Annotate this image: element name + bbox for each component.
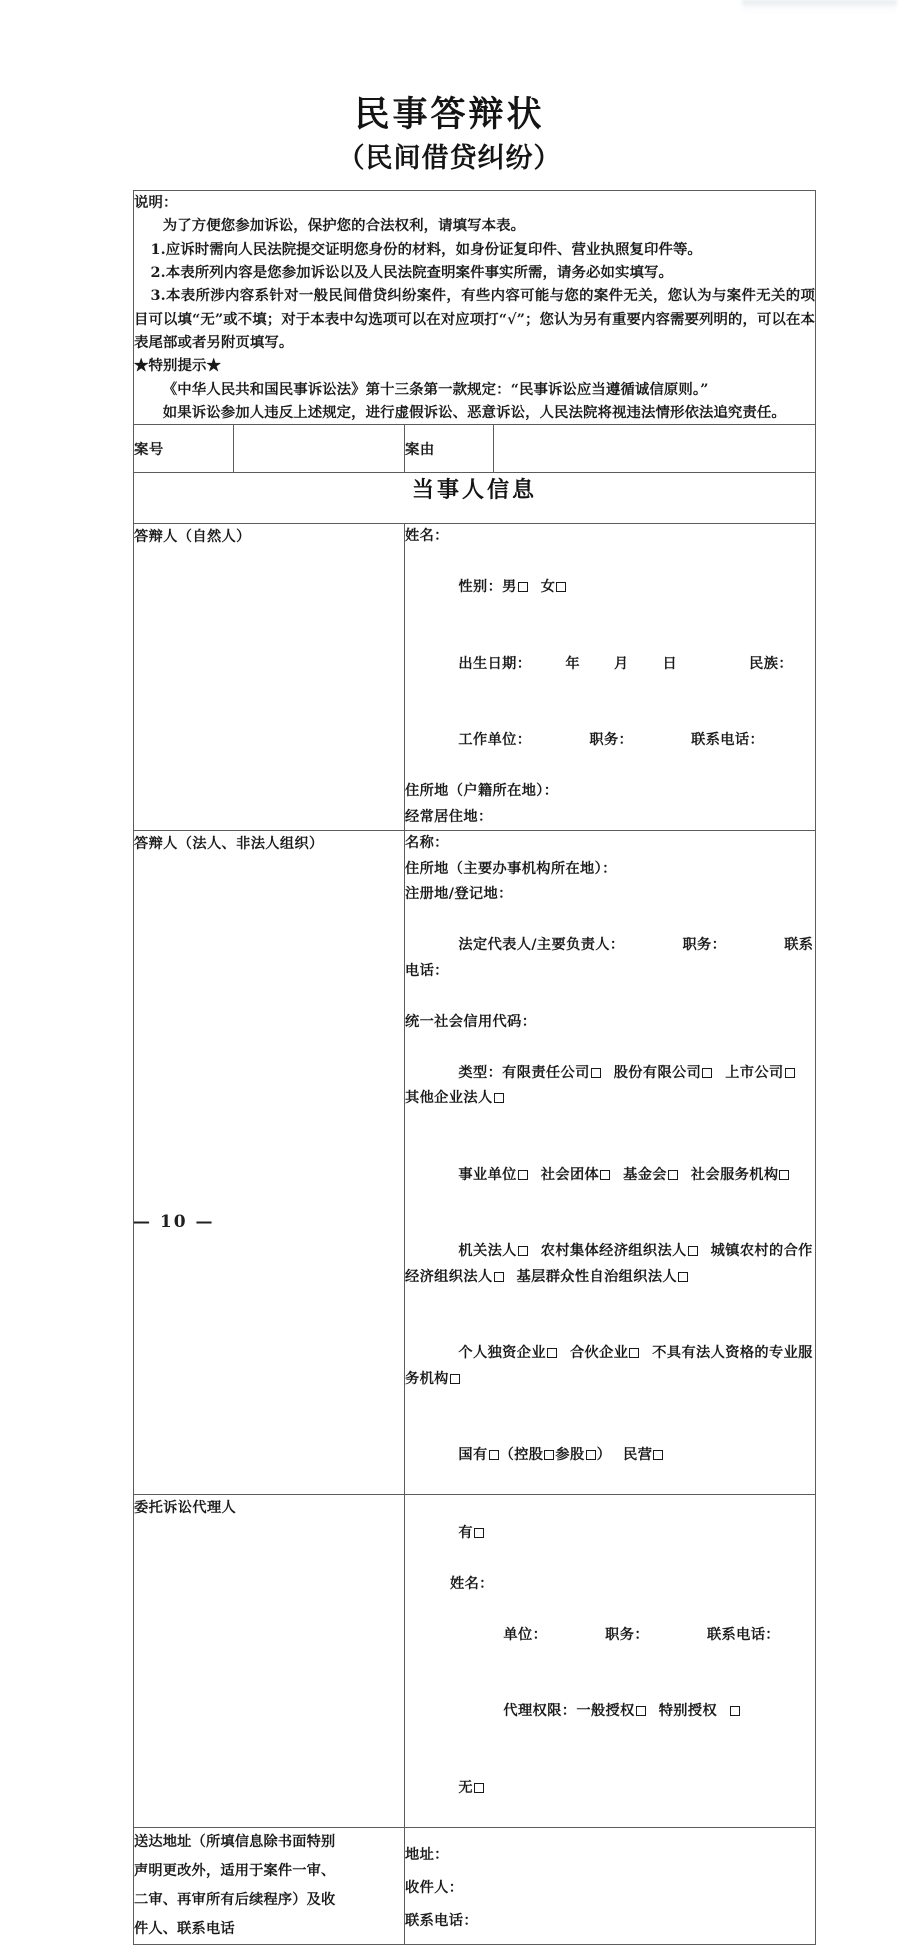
- case-identifier-row: [134, 425, 816, 473]
- field-org-name[interactable]: 名称：: [405, 835, 449, 852]
- agent-row: [134, 1495, 816, 1828]
- field-org-type-line-3[interactable]: [405, 1214, 815, 1316]
- instructions-line-3: 3.本表所涉内容系针对一般民间借贷纠纷案件，有些内容可能与您的案件无关，您认为与案件无关的项目可以填“无”或不填；对于本表中勾选项可以在对应项打“√”；您认为另有重要内容需要列明的，可以在本表尾部或者另附页填写。: [134, 287, 815, 351]
- delivery-label-line-0: 送达地址（所填信息除书面特别: [134, 1833, 336, 1850]
- field-org-type-line-1[interactable]: [405, 1035, 815, 1137]
- delivery-label-line-1: 声明更改外，适用于案件一审、: [134, 1862, 336, 1879]
- cause-label-cell: [405, 425, 494, 473]
- checkbox-foundation[interactable]: [668, 1170, 678, 1180]
- checkbox-private[interactable]: [653, 1450, 663, 1460]
- legal-person-label-cell: [134, 831, 405, 1495]
- legal-person-label: 答辩人（法人、非法人组织）: [134, 836, 324, 853]
- gender-male-label: 男: [502, 579, 517, 596]
- authority-special-label: 特别授权: [658, 1703, 718, 1720]
- agent-label: 委托诉讼代理人: [134, 1500, 237, 1517]
- checkbox-other-enterprise[interactable]: [494, 1093, 504, 1103]
- field-agent-authority[interactable]: [405, 1674, 815, 1751]
- field-org-registration[interactable]: 注册地/登记地：: [405, 886, 513, 903]
- case-number-input[interactable]: [234, 425, 405, 473]
- checkbox-coop-economic[interactable]: [494, 1272, 504, 1282]
- field-delivery-recipient[interactable]: 收件人：: [405, 1879, 464, 1896]
- org-position-label: 职务：: [682, 937, 727, 954]
- checkbox-jsc[interactable]: [702, 1068, 712, 1078]
- delivery-label-line-3: 件人、联系电话: [134, 1920, 235, 1937]
- type-option-partnership: 合伙企业: [569, 1345, 629, 1362]
- checkbox-professional-service[interactable]: [450, 1374, 460, 1384]
- scan-artifact: [742, 0, 897, 12]
- type-option-other-enterprise: 其他企业法人: [405, 1090, 493, 1107]
- agent-has-label: 有: [458, 1524, 473, 1541]
- agent-none-label: 无: [458, 1779, 473, 1796]
- type-option-listed: 上市公司: [725, 1064, 784, 1081]
- position-label: 职务：: [589, 732, 634, 749]
- type-option-grassroots: 基层群众性自治组织法人: [516, 1268, 677, 1285]
- field-domicile[interactable]: 住所地（户籍所在地）：: [405, 783, 559, 800]
- notes-row: [134, 191, 816, 425]
- birth-month-unit: 月: [613, 655, 629, 672]
- cause-input[interactable]: [494, 425, 816, 473]
- gender-label: 性别：: [458, 579, 503, 596]
- case-number-label: 案号: [134, 441, 164, 459]
- agent-unit-label: 单位：: [503, 1626, 548, 1643]
- type-option-foundation: 基金会: [623, 1166, 667, 1183]
- org-type-label: 类型：: [458, 1064, 503, 1081]
- type-option-social-group: 社会团体: [540, 1166, 600, 1183]
- gender-female-label: 女: [540, 579, 556, 596]
- birth-year-unit: 年: [565, 655, 580, 672]
- authority-general-label: 一般授权: [576, 1703, 635, 1720]
- agent-label-cell: [134, 1495, 405, 1828]
- checkbox-shareholding[interactable]: [586, 1450, 596, 1460]
- type-option-institution: 事业单位: [458, 1166, 517, 1183]
- type-option-rural-collective: 农村集体经济组织法人: [540, 1243, 687, 1260]
- field-org-type-line-4[interactable]: [405, 1316, 815, 1418]
- special-notice-heading: ★特别提示★: [134, 357, 221, 375]
- legal-rep-label: 法定代表人/主要负责人：: [458, 937, 625, 954]
- checkbox-rural-collective[interactable]: [688, 1246, 698, 1256]
- checkbox-sole-proprietor[interactable]: [547, 1348, 557, 1358]
- work-unit-label: 工作单位：: [458, 732, 532, 749]
- delivery-label-cell: [134, 1827, 405, 1944]
- checkbox-male[interactable]: [518, 582, 528, 592]
- org-phone-label: 联系电话：: [405, 937, 814, 979]
- field-gender[interactable]: [405, 550, 815, 627]
- instructions-line-6: 如果诉讼参加人违反上述规定，进行虚假诉讼、恶意诉讼，人民法院将视违法情形依法追究责任。: [162, 403, 786, 421]
- checkbox-authority-special[interactable]: [730, 1706, 740, 1716]
- legal-person-row: [134, 831, 816, 1495]
- cause-label: 案由: [405, 441, 435, 459]
- type-option-coop-economic: 城镇农村的合作经济组织法人: [405, 1243, 813, 1285]
- checkbox-female[interactable]: [556, 582, 566, 592]
- checkbox-partnership[interactable]: [629, 1348, 639, 1358]
- field-agent-none[interactable]: [405, 1750, 815, 1827]
- instructions-cell: [134, 191, 816, 425]
- case-number-label-cell: [134, 425, 234, 473]
- type-option-state-owned: 国有: [458, 1447, 488, 1464]
- title-block: [0, 95, 899, 176]
- delivery-address-row: [134, 1827, 816, 1944]
- page-title: 民事答辩状: [354, 94, 545, 135]
- checkbox-llc[interactable]: [591, 1068, 601, 1078]
- field-delivery-phone[interactable]: 联系电话：: [405, 1912, 478, 1929]
- field-credit-code[interactable]: 统一社会信用代码：: [405, 1013, 537, 1030]
- delivery-fields-cell[interactable]: [405, 1827, 816, 1944]
- agent-position-label: 职务：: [605, 1626, 649, 1643]
- field-work-unit[interactable]: [405, 703, 815, 780]
- paren-close: ）: [596, 1447, 612, 1464]
- type-option-sole-proprietor: 个人独资企业: [458, 1345, 546, 1362]
- type-option-social-service: 社会服务机构: [690, 1166, 779, 1183]
- natural-person-label: 答辩人（自然人）: [134, 529, 251, 546]
- type-option-government: 机关法人: [458, 1243, 517, 1260]
- field-org-domicile[interactable]: 住所地（主要办事机构所在地）：: [405, 860, 617, 877]
- instructions-heading: 说明：: [134, 194, 178, 211]
- field-agent-name[interactable]: 姓名：: [450, 1575, 494, 1592]
- checkbox-holding[interactable]: [544, 1450, 554, 1460]
- checkbox-authority-general[interactable]: [636, 1706, 646, 1716]
- type-option-shareholding: 参股: [555, 1447, 585, 1464]
- checkbox-listed[interactable]: [785, 1068, 795, 1078]
- field-delivery-address[interactable]: 地址：: [405, 1846, 449, 1863]
- instructions-line-1: 1.应诉时需向人民法院提交证明您身份的材料，如身份证复印件、营业执照复印件等。: [150, 240, 702, 258]
- type-option-holding: 控股: [514, 1447, 544, 1464]
- party-info-header-cell: [134, 473, 816, 524]
- field-birthdate[interactable]: [405, 626, 815, 703]
- birth-day-unit: 日: [662, 655, 678, 672]
- natural-person-fields-cell[interactable]: [405, 524, 816, 831]
- checkbox-agent-has[interactable]: [474, 1528, 484, 1538]
- type-option-private: 民营: [623, 1447, 653, 1464]
- birthdate-label: 出生日期：: [458, 655, 532, 672]
- field-agent-has[interactable]: [405, 1495, 815, 1572]
- agent-authority-label: 代理权限：: [503, 1703, 577, 1720]
- agent-fields-cell[interactable]: [405, 1495, 816, 1828]
- checkbox-government[interactable]: [518, 1246, 528, 1256]
- paren-open: （: [499, 1447, 515, 1464]
- natural-person-label-cell: [134, 524, 405, 831]
- agent-phone-label: 联系电话：: [706, 1626, 780, 1643]
- type-option-jsc: 股份有限公司: [613, 1064, 702, 1081]
- party-section-header-row: [134, 473, 816, 524]
- delivery-label-line-2: 二审、再审所有后续程序）及收: [134, 1891, 336, 1908]
- field-agent-unit[interactable]: [405, 1597, 815, 1674]
- checkbox-social-service[interactable]: [779, 1170, 789, 1180]
- checkbox-agent-none[interactable]: [474, 1783, 484, 1793]
- type-option-llc: 有限责任公司: [502, 1064, 590, 1081]
- instructions-line-0: 为了方便您参加诉讼，保护您的合法权利，请填写本表。: [162, 217, 526, 235]
- page-number: — 10 —: [133, 1212, 215, 1232]
- checkbox-state-owned[interactable]: [489, 1450, 499, 1460]
- phone-label: 联系电话：: [691, 732, 765, 749]
- natural-person-row: [134, 524, 816, 831]
- field-legal-representative[interactable]: [405, 908, 815, 1010]
- instructions-line-5: 《中华人民共和国民事诉讼法》第十三条第一款规定：“民事诉讼应当遵循诚信原则。”: [162, 380, 709, 398]
- field-org-type-line-5[interactable]: [405, 1418, 815, 1495]
- checkbox-institution[interactable]: [518, 1170, 528, 1180]
- field-org-type-line-2[interactable]: [405, 1137, 815, 1214]
- page-subtitle: （民间借贷纠纷）: [337, 143, 562, 175]
- party-info-header: 当事人信息: [411, 477, 537, 504]
- type-option-professional-service: 不具有法人资格的专业服务机构: [405, 1345, 813, 1387]
- legal-person-fields-cell[interactable]: [405, 831, 816, 1495]
- checkbox-social-group[interactable]: [600, 1170, 610, 1180]
- checkbox-grassroots[interactable]: [678, 1272, 688, 1282]
- ethnicity-label: 民族：: [749, 655, 793, 672]
- instructions-line-2: 2.本表所列内容是您参加诉讼以及人民法院查明案件事实所需，请务必如实填写。: [150, 263, 673, 281]
- answer-form-table: [133, 190, 816, 1945]
- field-residence[interactable]: 经常居住地：: [405, 808, 493, 825]
- field-name[interactable]: 姓名：: [405, 528, 449, 545]
